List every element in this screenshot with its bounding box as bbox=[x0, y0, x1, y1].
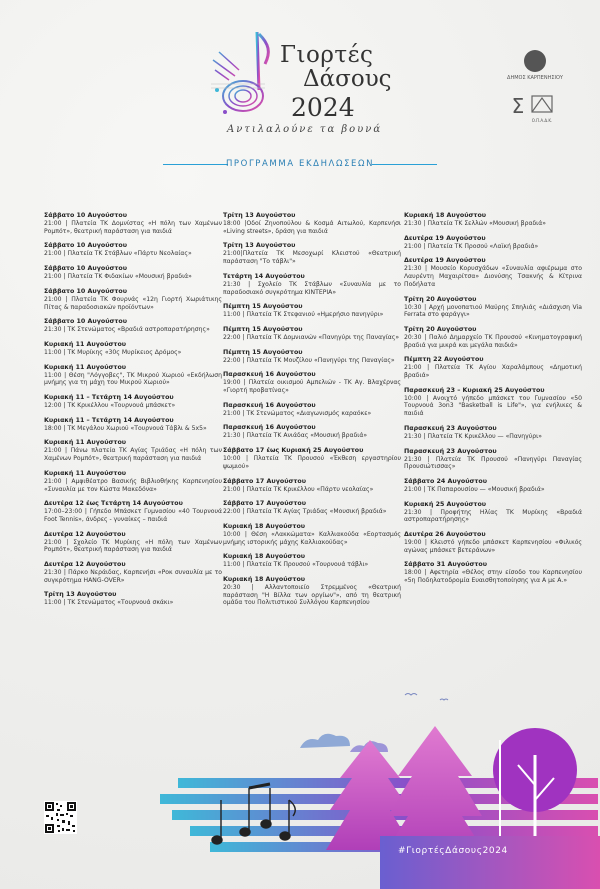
event-details: 11:00 | ΤΚ Στενώματος «Τουρνουά σκάκι» bbox=[44, 599, 174, 607]
program-column-2 bbox=[223, 212, 401, 614]
event-details: 20:30 | Παλιό Δημαρχείο ΤΚ Προυσού «Κινηματογραφική βραδιά για μικρά και μεγάλα παιδιά» bbox=[404, 333, 582, 349]
event-details: 21:00 | Αμφιθέατρο Βασικής Βιβλιοθήκης Καρπενησίου «Συναυλία με τον Κώστα Μακεδόνα» bbox=[44, 477, 222, 493]
event-details: 11:00 | Πλατεία ΤΚ Προυσού «Τουρνουά τάβλι» bbox=[223, 561, 369, 569]
event-details: 21:00 | Πάνω πλατεία ΤΚ Αγίας Τριάδας «Η πόλη των Χαμένων Ρομπότ», θεατρική παράσταση για παιδιά bbox=[44, 447, 222, 463]
event-date: Κυριακή 18 Αυγούστου bbox=[223, 576, 306, 584]
title-tagline: Αντιλαλούνε τα βουνά bbox=[227, 124, 383, 135]
event-details: 21:00 | Πλατεία ΤΚ Στάβλων «Πάρτυ Νεολαίας» bbox=[44, 250, 192, 258]
event-details: 21:30 | Μουσείο Κορυσχάδων «Συναυλία αφιέρωμα στο Λαυρέντη Μαχαιρίτσα» Διονύσης Τσακνής & Κίτρινα Ποδήλατα bbox=[404, 265, 582, 288]
event-details: 20:30 | Αλλαντοποιείο Στρεμμένος «Θεατρική παράσταση "Η Βίλλα των οργίων"», από τη θεατρική ομάδα του Πολιτιστικού Συλλόγου Καρπενησίου bbox=[223, 584, 401, 607]
event-date: Κυριακή 11 Αυγούστου bbox=[44, 340, 127, 348]
event-details: 10:00 | Πλατεία ΤΚ Προυσού «Έκθεση εργαστηρίου ψωμιού» bbox=[223, 455, 401, 470]
event-date: Σάββατο 31 Αυγούστου bbox=[404, 561, 487, 569]
event-item bbox=[223, 371, 401, 394]
event-date: Σάββατο 24 Αυγούστου bbox=[404, 477, 487, 485]
hashtag-label: #ΓιορτέςΔάσους2024 bbox=[398, 846, 508, 856]
event-item bbox=[404, 257, 582, 288]
event-item bbox=[223, 349, 401, 365]
event-date: Παρασκευή 23 Αυγούστου bbox=[404, 447, 497, 455]
municipality-seal-icon bbox=[524, 50, 546, 72]
event-details: 21:00 | ΤΚ Παπαρουσίου — «Μουσική βραδιά» bbox=[404, 485, 545, 493]
event-item bbox=[404, 212, 582, 228]
municipality-logo bbox=[505, 50, 565, 81]
event-item bbox=[223, 478, 401, 494]
event-date: Δευτέρα 12 Αυγούστου bbox=[44, 561, 126, 569]
event-details: 19:00 | Κλειστό γήπεδο μπάσκετ Καρπενησίου «Φιλικός αγώνας μπάσκετ βετεράνων» bbox=[404, 539, 582, 554]
program-column-1 bbox=[44, 212, 222, 614]
event-item bbox=[44, 531, 222, 554]
opa-logo-icon bbox=[530, 94, 554, 114]
event-date: Παρασκευή 23 Αυγούστου bbox=[404, 424, 497, 432]
opa-logo bbox=[530, 94, 554, 122]
event-date: Κυριακή 11 – Τετάρτη 14 Αυγούστου bbox=[44, 394, 174, 402]
event-item bbox=[404, 296, 582, 319]
event-date: Σάββατο 10 Αυγούστου bbox=[44, 318, 127, 326]
event-item bbox=[404, 501, 582, 524]
event-details: 11:00 | Θέση "Λόγγοβες", ΤΚ Μικρού Χωριού «Εκδήλωση μνήμης για τη μάχη του Μικρού Χωριού» bbox=[44, 371, 222, 387]
event-details: 10:30 | Αρχή μονοπατιού Μαύρης Σπηλιάς «Διάσχιση Via Ferrata στο φαράγγι» bbox=[404, 303, 582, 319]
event-item bbox=[44, 318, 222, 334]
event-item bbox=[404, 356, 582, 379]
event-details: 21:00 | Πλατεία ΤΚ Φουρνάς «12η Γιορτή Χωριάτικης Πίτας & παραδοσιακών προϊόντων» bbox=[44, 295, 222, 311]
event-date: Τρίτη 13 Αυγούστου bbox=[223, 242, 296, 250]
event-item bbox=[44, 394, 222, 410]
event-item bbox=[404, 326, 582, 349]
event-details: 11:00 | Πλατεία ΤΚ Στεφανιού «Ημερήσιο πανηγύρι» bbox=[223, 311, 384, 319]
ground-band bbox=[380, 836, 600, 889]
event-date: Παρασκευή 16 Αυγούστου bbox=[223, 401, 316, 409]
event-details: 22:00 | Πλατεία ΤΚ Μουζίλου «Πανηγύρι της Παναγίας» bbox=[223, 356, 395, 364]
event-item bbox=[223, 424, 401, 440]
event-item bbox=[223, 242, 401, 265]
event-details: 21:00 | Πλατεία ΤΚ Προσού «Λαϊκή βραδιά» bbox=[404, 242, 539, 250]
event-date: Σάββατο 17 Αυγούστου bbox=[223, 500, 306, 508]
event-date: Τρίτη 13 Αυγούστου bbox=[44, 591, 117, 599]
event-item bbox=[223, 447, 401, 470]
forest-illustration bbox=[0, 660, 600, 889]
event-details: 18:00 | Αφετηρία «Θέλος στην είσοδο του Καρπενησίου «5η Ποδηλατοδρομία Ευαισθητοποίησης για Α με Α.» bbox=[404, 569, 582, 585]
event-item bbox=[44, 288, 222, 311]
event-date: Δευτέρα 12 Αυγούστου bbox=[44, 530, 126, 538]
event-item bbox=[223, 303, 401, 319]
event-item bbox=[44, 364, 222, 387]
event-date: Δευτέρα 26 Αυγούστου bbox=[404, 531, 486, 539]
sigma-logo-icon: Σ bbox=[511, 94, 525, 118]
event-item bbox=[223, 523, 401, 546]
event-item bbox=[44, 242, 222, 258]
event-date: Πέμπτη 15 Αυγούστου bbox=[223, 303, 303, 311]
event-details: 21:30 | Πλατεία ΤΚ Σελλών «Μουσική βραδιά» bbox=[404, 220, 546, 227]
event-details: 19:00 | Πλατεία οικισμού Αμπελιών - ΤΚ Αγ. Βλαχέρνας «Γιορτή προβατίνας» bbox=[223, 379, 401, 395]
event-date: Δευτέρα 12 έως Τετάρτη 14 Αυγούστου bbox=[44, 500, 183, 508]
event-details: 21:30 | Πλατεία ΤΚ Προυσού «Πανηγύρι Παναγίας Προυσιώτισσας» bbox=[404, 455, 582, 471]
event-item bbox=[404, 531, 582, 554]
music-note-logo-icon bbox=[205, 30, 275, 120]
event-item bbox=[223, 576, 401, 607]
title-line-1: Γιορτές bbox=[280, 42, 374, 68]
event-details: 21:00 | Πλατεία ΤΚ Κρικέλλου «Πάρτυ νεολαίας» bbox=[223, 485, 374, 493]
event-item bbox=[223, 500, 401, 516]
event-details: 21:00 | Πλατεία ΤΚ Φιδακίων «Μουσική βραδιά» bbox=[44, 273, 192, 281]
event-item bbox=[44, 561, 222, 584]
event-date: Σάββατο 17 έως Κυριακή 25 Αυγούστου bbox=[223, 447, 364, 455]
event-date: Τρίτη 13 Αυγούστου bbox=[223, 212, 296, 219]
event-item bbox=[44, 439, 222, 462]
event-date: Κυριακή 18 Αυγούστου bbox=[223, 522, 306, 530]
event-date: Κυριακή 11 Αυγούστου bbox=[44, 469, 127, 477]
event-date: Πέμπτη 15 Αυγούστου bbox=[223, 348, 303, 356]
event-details: 18:00 |Οδοί Ζηνοπούλου & Κοσμά Αιτωλού, Καρπενήσι «Living streets», δράση για παιδιά bbox=[223, 220, 401, 235]
event-date: Σάββατο 10 Αυγούστου bbox=[44, 242, 127, 250]
event-item bbox=[404, 478, 582, 494]
municipality-label: ΔΗΜΟΣ ΚΑΡΠΕΝΗΣΙΟΥ bbox=[507, 75, 563, 81]
event-details: 21:30 | Σχολείο ΤΚ Στάβλων «Συναυλία με το παραδοσιακό συγκρότημα ΚΙΝΤΕΡΙΑ» bbox=[223, 280, 401, 296]
event-item bbox=[44, 265, 222, 281]
event-item bbox=[223, 212, 401, 235]
event-date: Σάββατο 10 Αυγούστου bbox=[44, 287, 127, 295]
event-date: Παρασκευή 23 – Κυριακή 25 Αυγούστου bbox=[404, 386, 545, 394]
event-item bbox=[44, 417, 222, 433]
event-details: 21:00 | Σχολείο ΤΚ Μυρίκης «Η πόλη των Χαμένων Ρομπότ», θεατρική παράσταση για παιδιά bbox=[44, 538, 222, 554]
event-date: Κυριακή 11 Αυγούστου bbox=[44, 439, 127, 447]
event-item bbox=[404, 448, 582, 471]
event-item bbox=[223, 402, 401, 418]
event-details: 21:30 | Πάρκο Νεράιδας, Καρπενήσι «Ροκ συναυλία με το συγκρότημα HANG-OVER» bbox=[44, 569, 222, 584]
event-date: Κυριακή 18 Αυγούστου bbox=[223, 553, 306, 561]
event-date: Πέμπτη 15 Αυγούστου bbox=[223, 325, 303, 333]
festival-logo bbox=[205, 30, 435, 140]
event-details: 22:00 | Πλατεία ΤΚ Δομνιανών «Πανηγύρι της Παναγίας» bbox=[223, 333, 400, 341]
program-title: ΠΡΟΓΡΑΜΜΑ ΕΚΔΗΛΩΣΕΩΝ bbox=[225, 159, 375, 169]
event-item bbox=[44, 341, 222, 357]
event-details: 21:00 | Πλατεία ΤΚ Δομνίστας «Η πόλη των Χαμένων Ρομπότ», θεατρική παράσταση για παιδιά bbox=[44, 220, 222, 235]
event-item bbox=[223, 273, 401, 296]
event-details: 10:00 | Ανοιχτό γήπεδο μπάσκετ του Γυμνασίου «50 Τουρνουά 3on3 "Basketball is Life"», για ενήλικες & παιδιά bbox=[404, 394, 582, 418]
event-item bbox=[44, 591, 222, 607]
event-date: Κυριακή 18 Αυγούστου bbox=[404, 212, 487, 219]
birds-icon bbox=[405, 694, 448, 701]
event-date: Σάββατο 17 Αυγούστου bbox=[223, 477, 306, 485]
event-item bbox=[404, 387, 582, 418]
event-date: Δευτέρα 19 Αυγούστου bbox=[404, 234, 486, 242]
program-column-3 bbox=[404, 212, 582, 592]
event-item bbox=[44, 500, 222, 523]
event-details: 10:00 | Θέση «Λακκώματα» Καλλιακούδα «Εορτασμός μνήμης ιστορικής μάχης Καλλιακούδας» bbox=[223, 530, 401, 546]
event-date: Σάββατο 10 Αυγούστου bbox=[44, 265, 127, 273]
event-date: Παρασκευή 16 Αυγούστου bbox=[223, 371, 316, 379]
event-details: 21:30 | Πλατεία ΤΚ Κρικέλλου — «Πανηγύρι» bbox=[404, 432, 542, 440]
event-date: Σάββατο 10 Αυγούστου bbox=[44, 212, 127, 219]
event-details: 12:00 | ΤΚ Κρικέλλου «Τουρνουά μπάσκετ» bbox=[44, 402, 176, 410]
event-date: Κυριακή 11 – Τετάρτη 14 Αυγούστου bbox=[44, 416, 174, 424]
event-date: Κυριακή 11 Αυγούστου bbox=[44, 363, 127, 371]
event-details: 21:30 | Προφήτης Ηλίας ΤΚ Μυρίκης «Βραδιά αστροπαρατήρησης» bbox=[404, 508, 582, 524]
event-date: Κυριακή 25 Αυγούστου bbox=[404, 500, 487, 508]
event-details: 21:00 | Πλατεία ΤΚ Αγίου Χαραλάμπους «Δημοτική βραδιά» bbox=[404, 364, 582, 380]
event-item bbox=[223, 326, 401, 342]
event-date: Τρίτη 20 Αυγούστου bbox=[404, 295, 477, 303]
event-details: 18:00 | ΤΚ Μεγάλου Χωριού «Τουρνουά Τάβλι & 5x5» bbox=[44, 424, 207, 432]
event-date: Πέμπτη 22 Αυγούστου bbox=[404, 356, 484, 364]
event-item bbox=[44, 470, 222, 493]
event-date: Τρίτη 20 Αυγούστου bbox=[404, 325, 477, 333]
event-item bbox=[404, 425, 582, 441]
title-year: 2024 bbox=[291, 93, 355, 122]
event-details: 21:00|Πλατεία ΤΚ Μεσοχωρί Κλειστού «Θεατρική παράσταση "Το τάβλι"» bbox=[223, 250, 401, 266]
event-item bbox=[404, 235, 582, 251]
event-date: Τετάρτη 14 Αυγούστου bbox=[223, 272, 305, 280]
event-details: 21:30 | ΤΚ Στενώματος «Βραδιά αστροπαρατήρησης» bbox=[44, 326, 210, 334]
opa-label: Ο.Π.Α.Δ.Κ. bbox=[531, 118, 553, 123]
qr-code-icon[interactable] bbox=[44, 801, 77, 834]
event-item bbox=[44, 212, 222, 235]
event-details: 22:00 | Πλατεία ΤΚ Αγίας Τριάδας «Μουσική βραδιά» bbox=[223, 508, 387, 516]
event-date: Δευτέρα 19 Αυγούστου bbox=[404, 257, 486, 265]
event-item bbox=[404, 561, 582, 584]
event-item bbox=[223, 553, 401, 569]
event-details: 11:00 | ΤΚ Μυρίκης «30ς Μυρίκειος Δρόμος» bbox=[44, 348, 182, 356]
event-details: 17:00–23:00 | Γήπεδο Μπάσκετ Γυμνασίου «40 Τουρνουά Foot Tennis», άνδρες - γυναίκες – παιδιά bbox=[44, 508, 222, 523]
title-line-2: Δάσους bbox=[303, 66, 392, 92]
event-details: 21:00 | ΤΚ Στενώματος «Διαγωνισμός καραόκε» bbox=[223, 409, 372, 417]
event-date: Παρασκευή 16 Αυγούστου bbox=[223, 424, 316, 432]
event-details: 21:30 | Πλατεία ΤΚ Ανιάδας «Μουσική βραδιά» bbox=[223, 432, 368, 440]
